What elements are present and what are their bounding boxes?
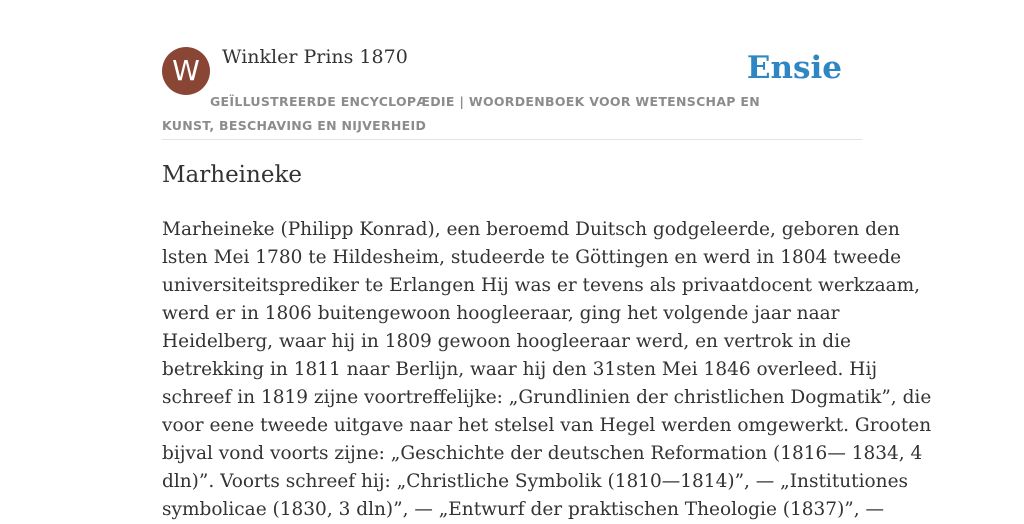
entry-title: Marheineke — [162, 162, 303, 188]
avatar-letter: W — [172, 54, 200, 87]
entry-body-line: voor eene tweede uitgave naar het stelsel van Hegel werden omgewerkt. Grooten — [162, 415, 932, 436]
entry-body-line: schreef in 1819 zijne voortreffelijke: „Grundlinien der christlichen Dogmatik”, die — [162, 387, 932, 408]
entry-body-line: Heidelberg, waar hij in 1809 gewoon hoogleeraar werd, en vertrok in die — [162, 331, 851, 352]
header-divider — [162, 139, 862, 140]
ensie-logo[interactable]: Ensie — [746, 50, 842, 86]
source-subtitle: GEÏLLUSTREERDE ENCYCLOPÆDIE | WOORDENBOEK VOOR WETENSCHAP EN KUNST, BESCHAVING EN NIJVERHEID — [162, 94, 760, 133]
entry-body-line: lsten Mei 1780 te Hildesheim, studeerde te Göttingen en werd in 1804 tweede — [162, 247, 902, 268]
entry-body — [162, 216, 932, 524]
entry-body-line: bijval vond voorts zijne: „Geschichte der deutschen Reformation (1816— 1834, 4 — [162, 443, 923, 464]
entry-body-line: betrekking in 1811 naar Berlijn, waar hij den 31sten Mei 1846 overleed. Hij — [162, 359, 878, 380]
entry-body-line: universiteitsprediker te Erlangen Hij was er tevens als privaatdocent werkzaam, — [162, 275, 921, 296]
entry-body-line: Marheineke (Philipp Konrad), een beroemd Duitsch godgeleerde, geboren den — [162, 219, 900, 240]
entry-body-line: dln)”. Voorts schreef hij: „Christliche Symbolik (1810—1814)”, — „Institutiones — [162, 471, 909, 492]
source-avatar[interactable] — [162, 47, 210, 95]
entry-body-line: symbolicae (1830, 3 dln)”, — „Entwurf der praktischen Theologie (1837)”, — — [162, 499, 885, 520]
source-title-link[interactable]: Winkler Prins 1870 — [222, 46, 408, 68]
entry-body-line: werd er in 1806 buitengewoon hoogleeraar, ging het volgende jaar naar — [162, 303, 840, 324]
